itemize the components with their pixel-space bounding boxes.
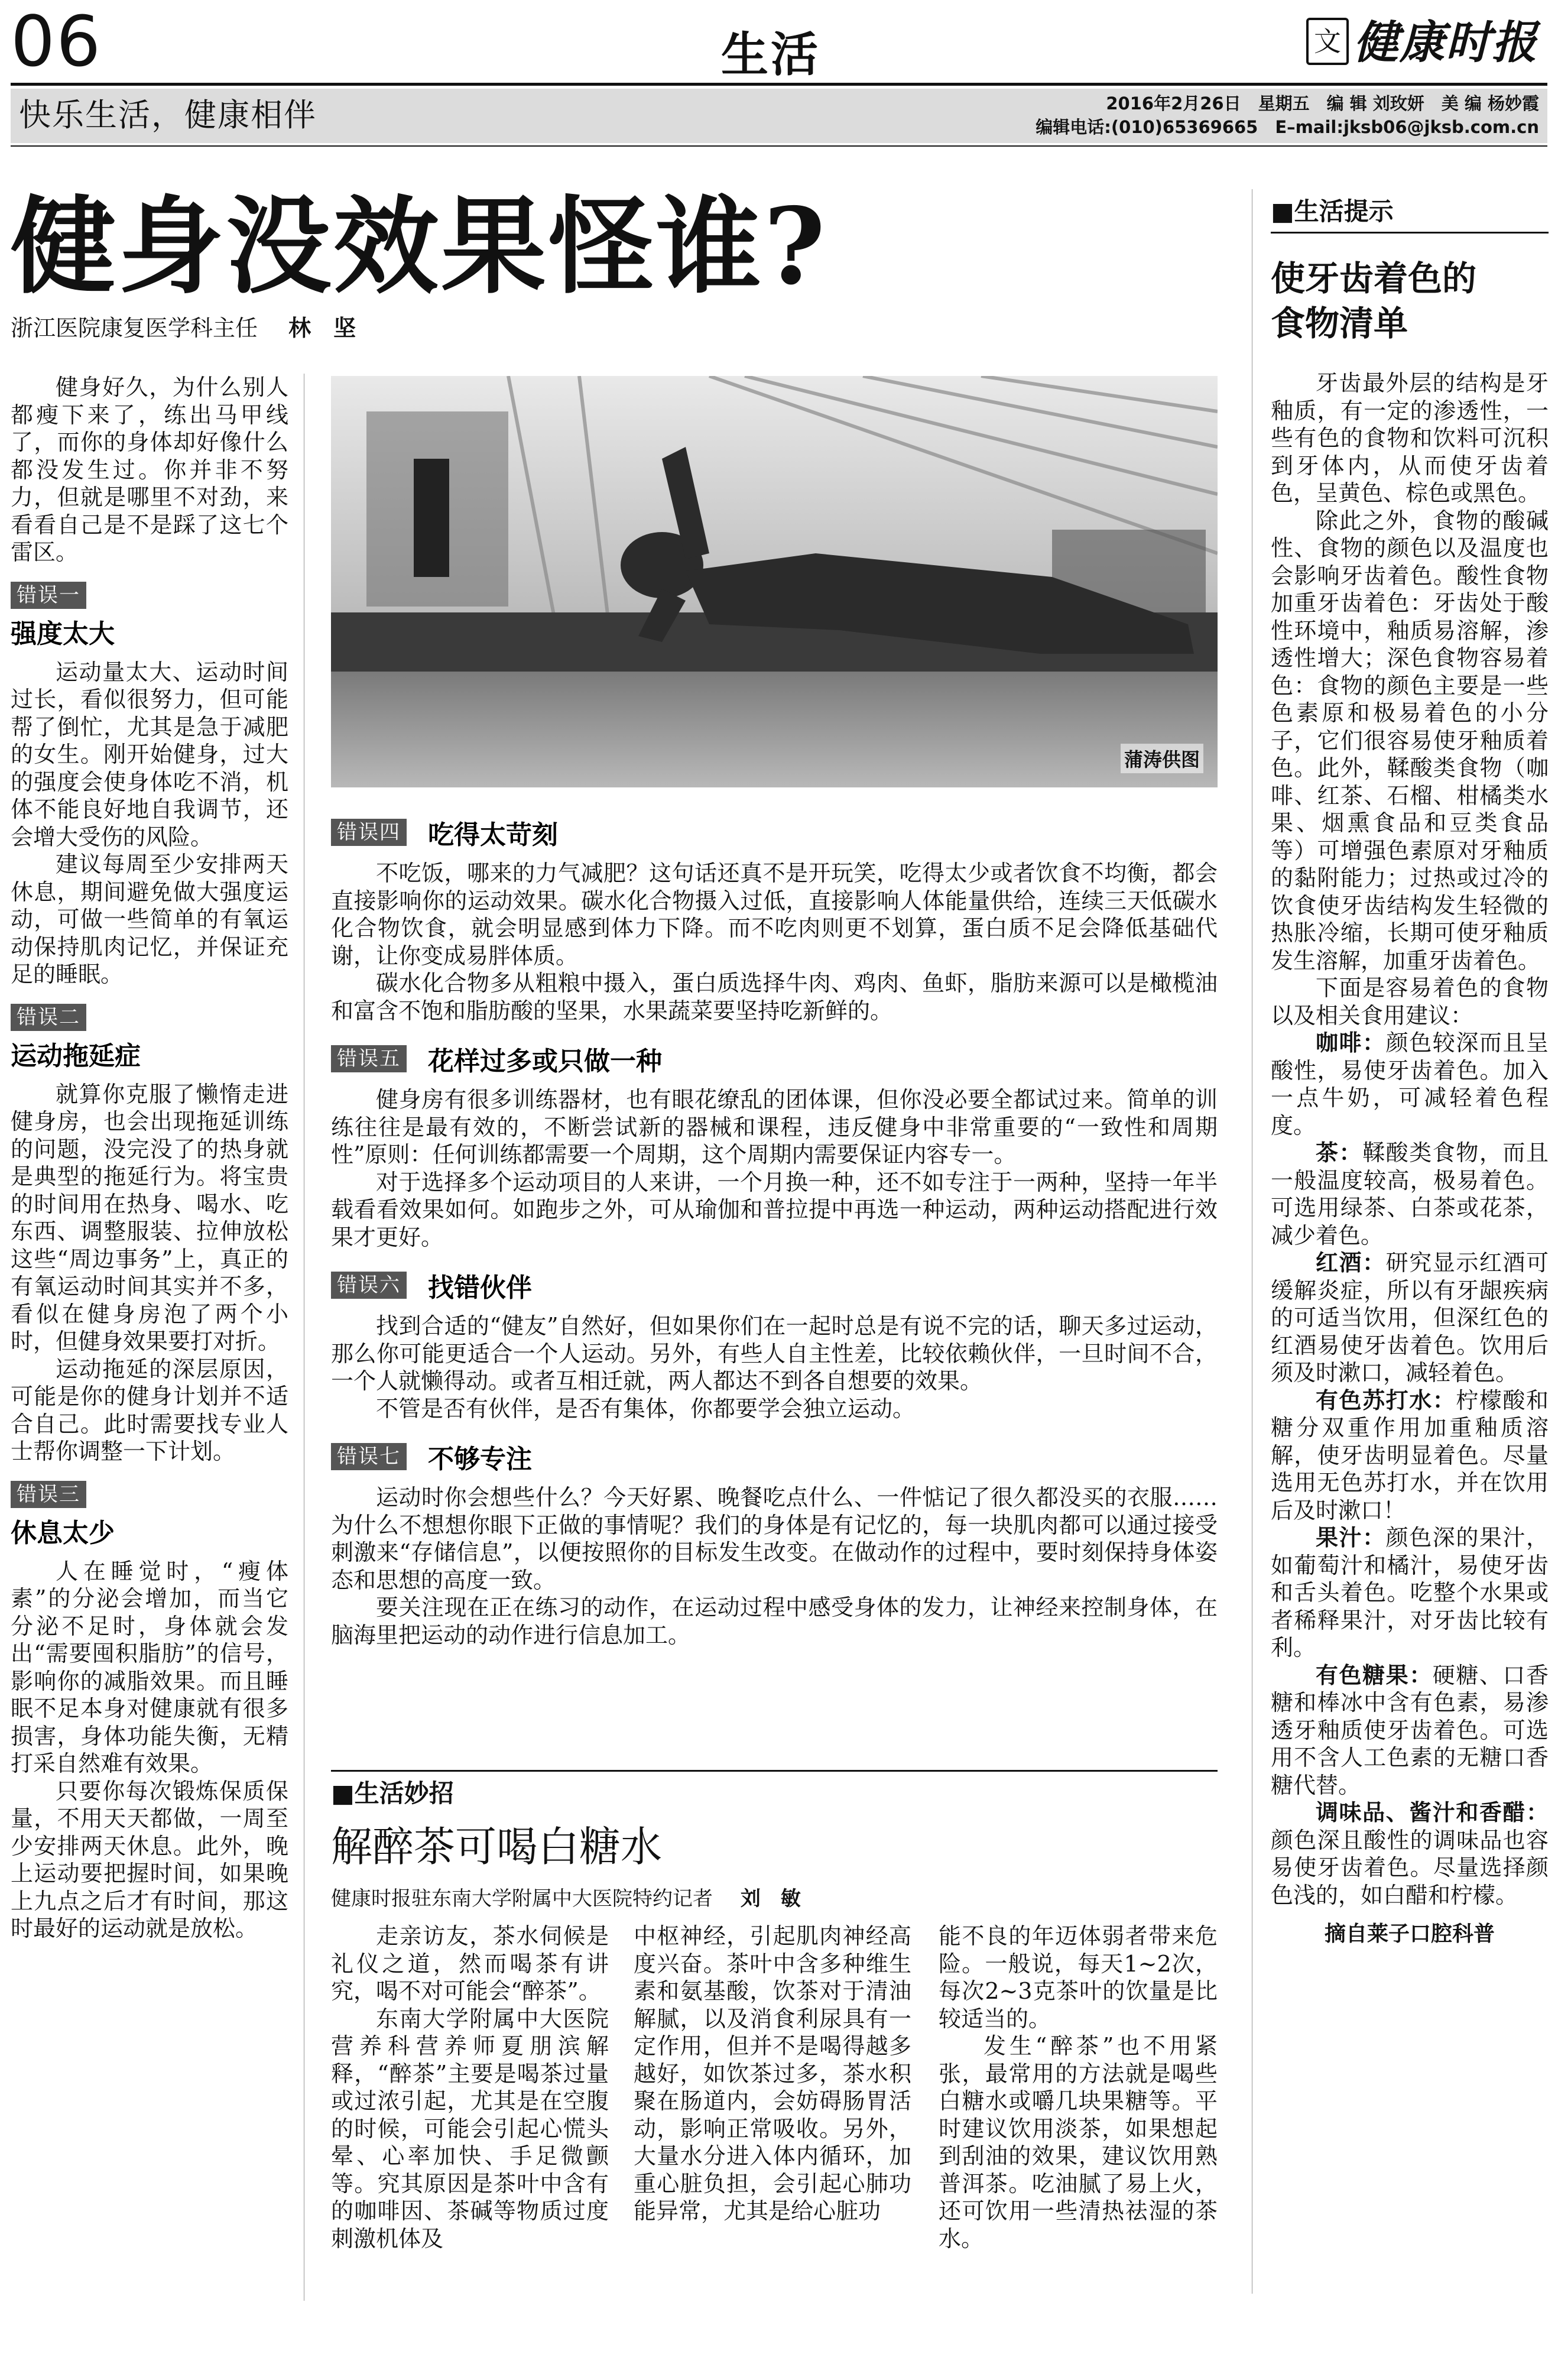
paragraph: 下面是容易着色的食物以及相关食用建议： [1271,975,1549,1029]
slogan-band [11,89,1547,143]
paragraph: 果汁：颜色深的果汁，如葡萄汁和橘汁，易使牙齿和舌头着色。吃整个水果或者稀释果汁，对牙齿比较有利。 [1271,1525,1549,1661]
tea-section-rule [331,1770,1218,1772]
paragraph: 不吃饭，哪来的力气减肥？这句话还真不是开玩笑，吃得太少或者饮食不均衡，都会直接影响你的运动效果。碳水化合物摄入过低，直接影响人体能量供给，连续三天低碳水化合物饮食，就会明显感到体力下降。而不吃肉则更不划算，蛋白质不足会降低基础代谢，让你变成易胖体质。 [331,860,1218,969]
error-section-7 [331,1438,1218,1649]
error-section-6 [331,1266,1218,1422]
section-head [331,1266,1218,1304]
error-tag: 错误五 [331,1045,407,1072]
section-head [331,813,1218,851]
tea-col-2 [634,1922,911,2225]
contact-line: 编辑电话:(010)65369665 E–mail:jksb06@jksb.com.cn [1036,117,1539,137]
error-tag: 错误一 [11,582,86,609]
fitness-photo-illustration [331,376,1218,787]
error-tag: 错误三 [11,1481,86,1508]
error-section-3 [11,1481,288,1943]
tea-col-3 [939,1922,1218,2252]
error-title: 运动拖延症 [11,1040,141,1071]
error-tag: 错误二 [11,1004,86,1031]
paragraph: 要关注现在正在练习的动作，在运动过程中感受身体的发力，让神经来控制身体，在脑海里把运动的动作进行信息加工。 [331,1594,1218,1648]
section-title: 生活 [721,27,820,82]
error-section-2 [11,1004,288,1465]
paragraph: 咖啡：颜色较深而且呈酸性，易使牙齿着色。加入一点牛奶，可减轻着色程度。 [1271,1030,1549,1139]
sidebar-headline-line: 食物清单 [1271,303,1408,343]
error-tag: 错误七 [331,1443,407,1470]
paragraph: 茶：鞣酸类食物，而且一般温度较高，极易着色。可选用绿茶、白茶或花茶，减少着色。 [1271,1140,1549,1249]
article-photo [331,376,1218,787]
paragraph: 牙齿最外层的结构是牙釉质，有一定的渗透性，一些有色的食物和饮料可沉积到牙体内，从而使牙齿着色，呈黄色、棕色或黑色。 [1271,370,1549,506]
paragraph: 就算你克服了懒惰走进健身房，也会出现拖延训练的问题，没完没了的热身就是典型的拖延行为。将宝贵的时间用在热身、喝水、吃东西、调整服装、拉伸放松这些“周边事务”上，真正的有氧运动时间其实并不多，看似在健身房泡了两个小时，但健身效果要打对折。 [11,1081,288,1354]
paragraph: 建议每周至少安排两天休息，期间避免做大强度运动，可做一些简单的有氧运动保持肌肉记忆，并保证充足的睡眠。 [11,851,288,987]
main-intro [11,374,288,566]
paragraph: 有色苏打水：柠檬酸和糖分双重作用加重釉质溶解，使牙齿明显着色。尽量选用无色苏打水，并在饮用后及时漱口！ [1271,1387,1549,1523]
tea-byline [331,1886,801,1912]
paragraph: 有色糖果：硬糖、口香糖和棒冰中含有色素，易渗透牙釉质使牙齿着色。可选用不含人工色素的无糖口香糖代替。 [1271,1662,1549,1798]
tea-column-label: ■生活妙招 [331,1779,454,1808]
paragraph: 碳水化合物多从粗粮中摄入，蛋白质选择牛肉、鸡肉、鱼虾，脂肪来源可以是橄榄油和富含不饱和脂肪酸的坚果，水果蔬菜要坚持吃新鲜的。 [331,970,1218,1024]
paragraph: 健身房有很多训练器材，也有眼花缭乱的团体课，但你没必要全都试过来。简单的训练往往是最有效的，不断尝试新的器械和课程，违反健身中非常重要的“一致性和周期性”原则：任何训练都需要一个周期，这个周期内需要保证内容专一。 [331,1087,1218,1168]
byline-org: 浙江医院康复医学科主任 [11,315,258,341]
masthead-logo [1306,14,1549,71]
error-section-4 [331,813,1218,1024]
paragraph: 中枢神经，引起肌肉神经高度兴奋。茶叶中含多种维生素和氨基酸，饮茶对于清油解腻，以及消食利尿具有一定作用，但并不是喝得越多越好，如饮茶过多，茶水积聚在肠道内，会妨碍肠胃活动，影响正常吸收。另外，大量水分进入体内循环，加重心脏负担，会引起心肺功能异常，尤其是给心脏功 [634,1923,911,2224]
byline-org: 健康时报驻东南大学附属中大医院特约记者 [331,1887,713,1911]
error-tag: 错误六 [331,1272,407,1299]
logo-text: 健康时报 [1353,16,1538,69]
sidebar-label-rule [1271,232,1549,234]
header-rule-top [11,83,1547,86]
sidebar [1271,195,1549,1948]
sidebar-headline-line: 使牙齿着色的 [1271,258,1477,299]
paragraph: 找到合适的“健友”自然好，但如果你们在一起时总是有说不完的话，聊天多过运动，那么你可能更适合一个人运动。另外，有些人自主性差，比较依赖伙伴，一旦时间不合，一个人就懒得动。或者互相迁就，两人都达不到各自想要的效果。 [331,1313,1218,1394]
slogan-text: 快乐生活，健康相伴 [19,96,317,134]
error-title: 吃得太苛刻 [428,820,558,850]
paragraph: 东南大学附属中大医院营养科营养师夏朋滨解释，“醉茶”主要是喝茶过量或过浓引起，尤其是在空腹的时候，可能会引起心慌头晕、心率加快、手足微颤等。究其原因是茶叶中含有的咖啡因、茶碱等物质过度刺激机体及 [331,2005,609,2252]
error-title: 强度太大 [11,618,115,649]
byline-name: 林 坚 [288,315,356,341]
sidebar-column-label: ■生活提示 [1271,197,1394,226]
main-left-column [11,374,288,1943]
tea-col-1 [331,1922,609,2252]
main-mid-column [331,813,1218,1649]
paragraph: 走亲访友，茶水伺候是礼仪之道，然而喝茶有讲究，喝不对可能会“醉茶”。 [331,1923,609,2004]
error-tag: 错误四 [331,819,407,846]
date-editor-line: 2016年2月26日 星期五 编 辑 刘玫妍 美 编 杨妙霞 [1106,93,1539,114]
section-head [331,1040,1218,1078]
paragraph: 发生“醉茶”也不用紧张，最常用的方法就是喝些白糖水或嚼几块果糖等。平时建议饮用淡茶，如果想起到刮油的效果，建议饮用熟普洱茶。吃油腻了易上火，还可饮用一些清热祛湿的茶水。 [939,2033,1218,2252]
paragraph: 运动量太大、运动时间过长，看似很努力，但可能帮了倒忙，尤其是急于减肥的女生。刚开始健身，过大的强度会使身体吃不消，机体不能良好地自我调节，还会增大受伤的风险。 [11,659,288,850]
error-title: 休息太少 [11,1518,115,1548]
paragraph: 运动时你会想些什么？今天好累、晚餐吃点什么、一件惦记了很久都没买的衣服……为什么不想想你眼下正做的事情呢？我们的身体是有记忆的，每一块肌肉都可以通过接受刺激来“存储信息”，以便按照你的目标发生改变。在做动作的过程中，要时刻保持身体姿态和思想的高度一致。 [331,1484,1218,1593]
photo-credit: 蒲涛供图 [1121,744,1203,773]
paragraph: 除此之外，食物的酸碱性、食物的颜色以及温度也会影响牙齿着色。酸性食物加重牙齿着色：牙齿处于酸性环境中，釉质易溶解，渗透性增大；深色食物容易着色：食物的颜色主要是一些色素原和极易着色的小分子，它们很容易使牙釉质着色。此外，鞣酸类食物（咖啡、红茶、石榴、柑橘类水果、烟熏食品和豆类食品等）可增强色素原对牙釉质的黏附能力；过热或过冷的饮食使牙齿结构发生轻微的热胀冷缩，长期可使牙釉质发生溶解，加重牙齿着色。 [1271,507,1549,974]
sidebar-source: 摘自莱子口腔科普 [1324,1922,1495,1946]
error-section-1 [11,582,288,988]
main-byline [11,313,356,343]
error-title: 找错伙伴 [428,1273,532,1303]
paragraph: 只要你每次锻炼保质保量，不用天天都做，一周至少安排两天休息。此外，晚上运动要把握时间，如果晚上九点之后才有时间，那这时最好的运动就是放松。 [11,1778,288,1941]
error-title: 花样过多或只做一种 [428,1046,662,1076]
page-number: 06 [11,1,102,82]
section-head [331,1438,1218,1476]
paragraph: 人在睡觉时，“瘦体素”的分泌会增加，而当它分泌不足时，身体就会发出“需要囤积脂肪”的信号，影响你的减脂效果。而且睡眠不足本身对健康就有很多损害，身体功能失衡，无精打采自然难有效果。 [11,1558,288,1776]
header-rule-bottom [11,145,1547,147]
tea-headline: 解醉茶可喝白糖水 [331,1823,662,1871]
sidebar-body [1271,369,1549,1909]
paragraph: 能不良的年迈体弱者带来危险。一般说，每天1~2次，每次2~3克茶叶的饮量是比较适当的。 [939,1923,1218,2032]
intro-paragraph: 健身好久，为什么别人都瘦下来了，练出马甲线了，而你的身体却好像什么都没发生过。你并非不努力，但就是哪里不对劲，来看看自己是不是踩了这七个雷区。 [11,374,288,565]
paragraph: 对于选择多个运动项目的人来讲，一个月换一种，还不如专注于一两种，坚持一年半载看看效果如何。如跑步之外，可从瑜伽和普拉提中再选一种运动，两种运动搭配进行效果才更好。 [331,1169,1218,1250]
error-title: 不够专注 [428,1444,532,1474]
byline-name: 刘 敏 [740,1887,801,1911]
logo-seal-icon: 文 [1306,18,1349,65]
paragraph: 红酒：研究显示红酒可缓解炎症，所以有牙龈疾病的可适当饮用，但深红色的红酒易使牙齿着色。饮用后须及时漱口，减轻着色。 [1271,1250,1549,1386]
sidebar-headline [1271,256,1549,346]
error-section-5 [331,1040,1218,1251]
main-headline: 健身没效果怪谁? [11,184,828,308]
paragraph: 运动拖延的深层原因，可能是你的健身计划并不适合自己。此时需要找专业人士帮你调整一下计划。 [11,1356,288,1464]
paragraph: 调味品、酱汁和香醋：颜色深且酸性的调味品也容易使牙齿着色。尽量选择颜色浅的，如白醋和柠檬。 [1271,1799,1549,1908]
paragraph: 不管是否有伙伴，是否有集体，你都要学会独立运动。 [376,1395,916,1422]
